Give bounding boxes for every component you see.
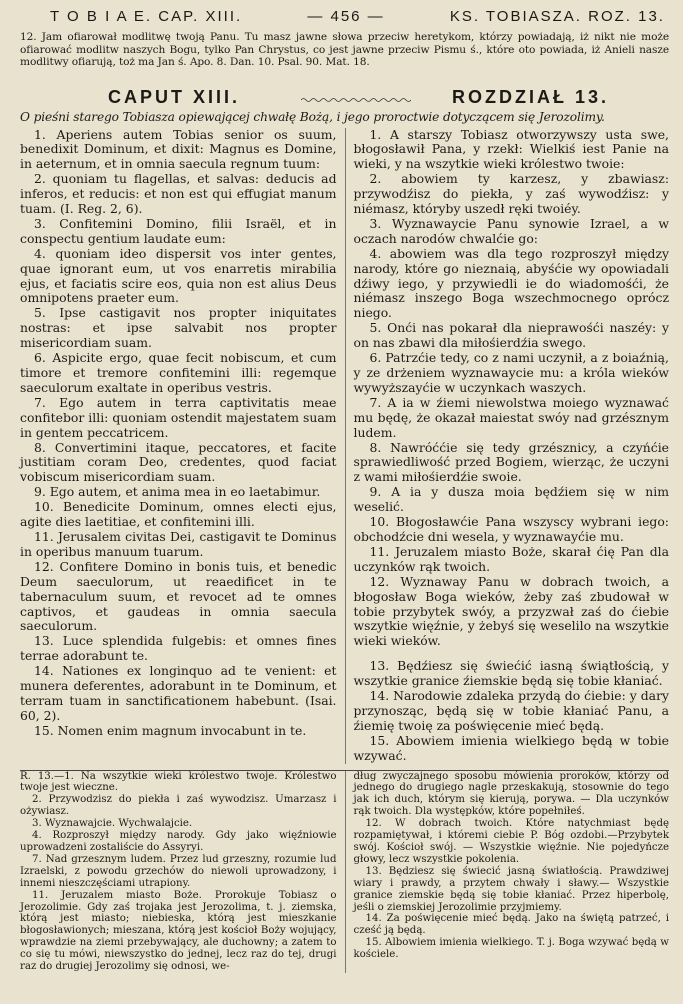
footnote: 11. Jeruzalem miasto Boże. Prorokuje Tobiasz o Jerozolimie. Gdy zaś trojaka jest Jerozolima, t. j. ziemska, którą jest miasto; niebieska, którą jest mieszkanie błogosławionych; mieszana, którą jest kościoł Boży wojujący, wprawdzie na ziemi przebywający, ale duchowny; a zatem to co się tu mówi, niewszystko do jednej, lecz raz do tej, drugi raz do drugiej Jerozolimy się odnosi, we- — [20, 889, 337, 973]
latin-verse: 4. quoniam ideo dispersit vos inter gentes, quae ignorant eum, ut vos enarretis mirabilia ejus, et faciatis scire eos, quia non est alius Deus omnipotens praeter eum. — [20, 245, 337, 306]
latin-column — [20, 128, 345, 764]
polish-verse: 8. Nawróććie się tedy grzésznicy, a czyńćie sprawiedliwość przed Bogiem, wierząc, że uczyni z wami miłośierdźie swoie. — [353, 439, 669, 485]
polish-verse: 11. Jeruzalem miasto Boże, skarał ćię Pan dla uczynków rąk twoich. — [353, 543, 669, 574]
latin-chapter-title: CAPUT XIII. — [108, 86, 241, 107]
parallel-text — [20, 128, 669, 764]
latin-verse: 12. Confitere Domino in bonis tuis, et benedic Deum saeculorum, ut reaedificet in te tabernaculum suum, et revocet ad te omnes captivos, et gaudeas in omnia saecula saeculorum. — [20, 558, 337, 634]
polish-verse: 3. Wyznawaycie Panu synowie Izrael, a w oczach narodów chwalćie go: — [353, 215, 669, 246]
footnote: 3. Wyznawajcie. Wychwalajcie. — [32, 818, 193, 830]
polish-verse: 9. A ia y dusza moia będźiem się w nim weselić. — [353, 484, 669, 515]
polish-column — [345, 128, 670, 764]
polish-verse: 13. Będźiesz się świećić iasną świątłością, y wszytkie granice źiemskie będą się tobie kłaniać. — [353, 658, 669, 689]
footnote: 2. Przywodzisz do piekła i zaś wywodzisz. Umarzasz i ożywiasz. — [20, 794, 337, 818]
footnotes-left — [20, 771, 345, 973]
latin-verse: 11. Jerusalem civitas Dei, castigavit te Dominus in operibus manuum tuarum. — [20, 528, 337, 559]
latin-verse: 3. Confitemini Domino, filii Israël, et in conspectu gentium laudate eum: — [20, 215, 337, 246]
latin-verse: 5. Ipse castigavit nos propter iniquitates nostras: et ipse salvabit nos propter misericordiam suam. — [20, 305, 337, 351]
running-header — [20, 8, 669, 25]
polish-verse: 1. A starszy Tobiasz otworzywszy usta swe, błogosławił Pana, y rzekł: Wielkiś iest Panie na wieki, y na wszytkie wieki królestwo twoie: — [353, 126, 669, 172]
polish-verse: 4. abowiem was dla tego rozproszył między narody, które go nieznaią, abyśćie wy opowiadali dźiwy iego, y przywiedli ie do wiadomośći, że niémasz inszego Boga wszechmocnego oprócz niego. — [353, 245, 669, 321]
ornament-divider — [301, 97, 411, 103]
footnote: 4. Rozproszył między narody. Gdy jako więźniowie uprowadzeni zostaliście do Assyryi. — [20, 830, 337, 853]
carryover-footnote: 12. Jam ofiarował modlitwę twoją Panu. Tu masz jawne słowa przeciw heretykom, którzy powiadają, iż nikt nie może ofiarować modlitw naszych Bogu, tylko Pan Chrystus, co jest jawne przeciw Pismu ś., które oto powiada, iż Anieli nasze modlitwy ofiarują, toż ma Jan ś. Apo. 8. Dan. 10. Psal. 90. Mat. 18. — [20, 31, 669, 68]
latin-verse: 13. Luce splendida fulgebis: et omnes fines terrae adorabunt te. — [20, 633, 337, 664]
footnote: 7. Nad grzesznym ludem. Przez lud grzeszny, rozumie lud Izraelski, z powodu grzechów do niewoli uprowadzony, i innemi nieszczęściami utrapiony. — [20, 853, 337, 889]
latin-verse: 6. Aspicite ergo, quae fecit nobiscum, et cum timore et tremore confitemini illi: regemque saeculorum exaltate in operibus vestris. — [20, 350, 337, 395]
polish-verse: 2. abowiem ty karzesz, y zbawiasz: przywodźisz do piekła, y zaś wywodźisz: y niémasz, któryby uszedł ręki twoiéy. — [353, 171, 669, 217]
polish-verse: 6. Patrzćie tedy, co z nami uczynił, a z boiaźnią, y ze drżeniem wyznawaycie mu: a króla wieków wywyższayćie w uczynkach waszych. — [353, 350, 669, 395]
latin-verse: 8. Convertimini itaque, peccatores, et facite justitiam coram Deo, credentes, quod faciat vobiscum misericordiam suam. — [20, 439, 337, 485]
polish-verse: 10. Błogosławćie Pana wszyscy wybrani iego: obchodźcie dni wesela, y wyznawayćie mu. — [353, 514, 669, 544]
latin-verse: 1. Aperiens autem Tobias senior os suum, benedixit Dominum, et dixit: Magnus es Domine, in aeternum, et in omnia saecula regnum tuum: — [20, 126, 337, 172]
header-right: KS. TOBIASZA. ROZ. 13. — [449, 8, 665, 25]
latin-verse: 14. Nationes ex longinquo ad te venient: et munera deferentes, adorabunt in te Dominum, et terram tuam in sanctificationem habebunt. (Isai. 60, 2). — [20, 663, 337, 723]
polish-verse: 14. Narodowie zdaleka przydą do ćiebie: y dary przynosząc, będą się w tobie kłaniać Panu, a źiemię twoię za poświęcenie mieć będą. — [353, 688, 669, 733]
footnote: 12. W dobrach twoich. Które natychmiast będę rozpamiętywał, i któremi ciebie P. Bóg ozdobi.—Przybytek swój. Kościoł swój. — Wszystkie więźnie. Nie pojedyńcze głowy, lecz wszystkie pokolenia. — [353, 818, 669, 865]
footnotes — [20, 771, 669, 973]
footnote: R. 13.—1. Na wszytkie wieki królestwo twoje. Królestwo twoje jest wieczne. — [20, 770, 337, 794]
polish-verse: 5. Onći nas pokarał dla nieprawośći naszéy: y on nas zbawi dla miłośierdźia swego. — [353, 320, 669, 351]
footnote: dług zwyczajnego sposobu mówienia proroków, którzy od jednego do drugiego nagle przeskakują, stosownie do tego jak ich duch, którym się kierują, porywa. — Dla uczynków rąk twoich. Dla występków, które popełniłeś. — [353, 770, 669, 818]
polish-verse: 7. A ia w źiemi niewolstwa moiego wyznawać mu będę, że okazał maiestat swóy nad grzésznym ludem. — [353, 394, 669, 440]
polish-verse: 15. Abowiem imienia wielkiego będą w tobie wzywać. — [353, 732, 669, 763]
header-left: T O B I A E. CAP. XIII. — [50, 8, 243, 25]
footnote: 15. Albowiem imienia wielkiego. T. j. Boga wzywać będą w kościele. — [353, 937, 669, 961]
latin-verse: 2. quoniam tu flagellas, et salvas: deducis ad inferos, et reducis: et non est qui effugiat manum tuam. (I. Reg. 2, 6). — [20, 171, 337, 217]
polish-chapter-title: ROZDZIAŁ 13. — [451, 86, 609, 107]
latin-verse: 7. Ego autem in terra captivitatis meae confitebor illi: quoniam ostendit majestatem suam in gentem peccatricem. — [20, 394, 337, 440]
footnote: 14. Za poświęcenie mieć będą. Jako na świętą patrzeć, i cześć ją będą. — [353, 913, 669, 937]
footnotes-right — [345, 771, 670, 973]
polish-verse: 12. Wyznaway Panu w dobrach twoich, a błogosław Boga wieków, żeby zaś zbudował w tobie przybytek swóy, a przyzwał zaś do ćiebie wszytkie więźnie, y żebyś się weselilo na wszytkie wieki wieków. — [353, 573, 669, 649]
chapter-subtitle: O pieśni starego Tobiasza opiewającej chwałę Bożą, i jego proroctwie dotyczącem się Jerozolimy. — [20, 109, 605, 124]
chapter-titles — [20, 87, 669, 108]
latin-verse: 15. Nomen enim magnum invocabunt in te. — [34, 722, 307, 738]
latin-verse: 9. Ego autem, et anima mea in eo laetabimur. — [34, 484, 321, 500]
page-number: — 456 — — [307, 8, 385, 25]
footnote: 13. Będziesz się świecić jasną światłością. Prawdziwej wiary i prawdy, a przytem chwały i sławy.— Wszystkie granice ziemskie będą się tobie kłaniać. Przez hiperbolę, jeśli o ziemskiej Jerozolimie przyjmiemy. — [353, 865, 669, 913]
latin-verse: 10. Benedicite Dominum, omnes electi ejus, agite dies laetitiae, et confitemini illi. — [20, 499, 337, 530]
